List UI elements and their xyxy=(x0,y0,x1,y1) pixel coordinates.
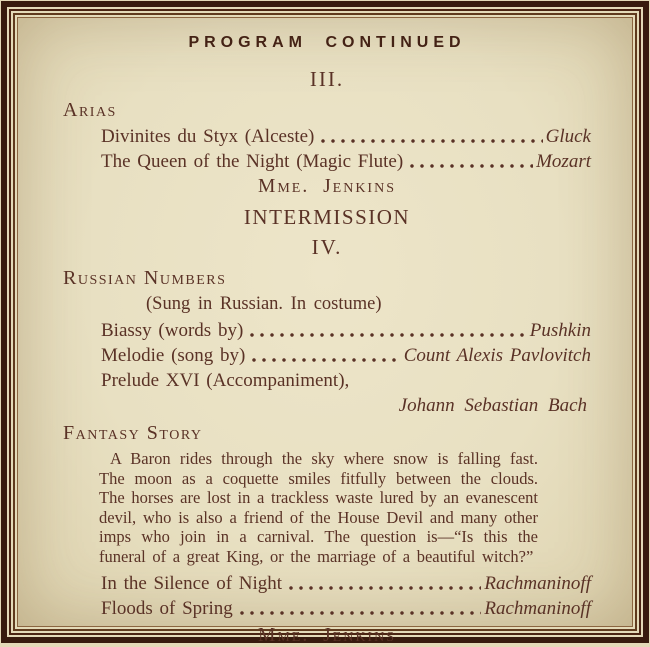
accompaniment-composer: Johann Sebastian Bach xyxy=(101,393,587,419)
section-label-arias: Arias xyxy=(63,99,591,122)
dot-leader xyxy=(251,357,400,364)
entry-title: The Queen of the Night (Magic Flute) xyxy=(101,149,403,174)
dot-leader xyxy=(320,138,542,145)
dot-leader xyxy=(239,610,482,617)
entry-composer: Pushkin xyxy=(530,318,591,343)
entry-title: Floods of Spring xyxy=(101,596,233,621)
russian-entry-list xyxy=(101,318,591,419)
entry-composer: Rachmaninoff xyxy=(484,596,591,621)
program-entry xyxy=(101,596,591,621)
dot-leader xyxy=(288,585,481,592)
program-page xyxy=(18,18,632,626)
entry-composer: Mozart xyxy=(536,149,591,174)
section-label-fantasy-story: Fantasy Story xyxy=(63,422,591,445)
section-number-iv: IV. xyxy=(63,235,591,260)
frame-rule-4 xyxy=(17,17,633,627)
ornamental-frame xyxy=(1,1,649,643)
performer-credit: Mme. Jenkins xyxy=(63,176,591,198)
program-entry: Prelude XVI (Accompaniment), xyxy=(101,368,591,393)
program-entry xyxy=(101,124,591,149)
program-entry xyxy=(101,318,591,343)
entry-composer: Gluck xyxy=(546,124,591,149)
program-entry xyxy=(101,571,591,596)
performance-note: (Sung in Russian. In costume) xyxy=(146,292,591,316)
entry-title: Biassy (words by) xyxy=(101,318,243,343)
dot-leader xyxy=(409,163,533,170)
fantasy-story-text: A Baron rides through the sky where snow is falling fast. The moon as a coquette smiles fitfully between the clouds. The horses are lost in a trackless waste lured by an evanescent devil, who is also a friend of the House Devil and many other imps who join in a carnival. The question is—“Is this the funeral of a great King, or the marriage of a beautiful witch?” xyxy=(99,449,538,567)
entry-composer: Count Alexis Pavlovitch xyxy=(404,343,591,368)
entry-title: Melodie (song by) xyxy=(101,343,245,368)
page-title: PROGRAM CONTINUED xyxy=(63,34,591,52)
frame-rule-2 xyxy=(9,9,641,635)
entry-title: In the Silence of Night xyxy=(101,571,282,596)
program-entry xyxy=(101,343,591,368)
entry-title: Divinites du Styx (Alceste) xyxy=(101,124,314,149)
performer-credit-bottom: Mme. Jenkins xyxy=(63,625,591,647)
dot-leader xyxy=(249,332,527,339)
entry-composer: Rachmaninoff xyxy=(484,571,591,596)
arias-entry-list xyxy=(101,124,591,174)
frame-rule-3 xyxy=(13,13,637,631)
program-entry xyxy=(101,149,591,174)
section-label-russian-numbers: Russian Numbers xyxy=(63,267,591,290)
closing-entry-list xyxy=(101,571,591,621)
section-number-iii: III. xyxy=(63,67,591,92)
intermission-heading: INTERMISSION xyxy=(63,205,591,230)
